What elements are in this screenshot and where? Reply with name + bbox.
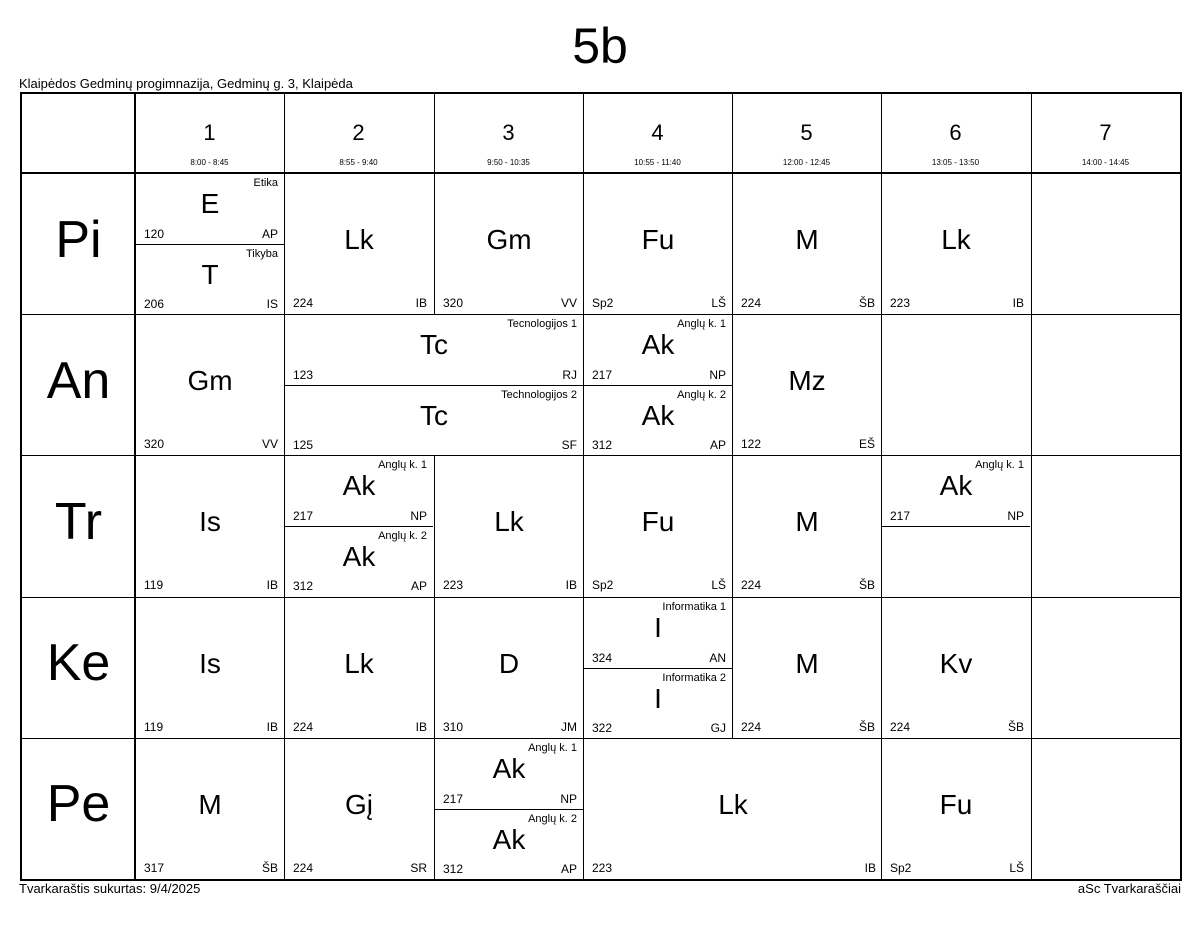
lesson-room: Sp2 (890, 861, 912, 875)
period-header (732, 94, 881, 173)
lesson-teacher: ŠB (261, 861, 278, 875)
lesson-cell[interactable] (733, 174, 881, 314)
period-number: 3 (502, 120, 515, 145)
lesson-room: 224 (293, 720, 314, 734)
lesson-cell[interactable] (435, 739, 583, 810)
lesson-room: 217 (443, 792, 464, 806)
lesson-teacher: NP (709, 368, 726, 382)
lesson-room: 223 (592, 861, 613, 875)
period-number: 4 (651, 120, 664, 145)
lesson-room: 317 (144, 861, 165, 875)
lesson-group: Technologijos 2 (501, 389, 577, 401)
lesson-teacher: ŠB (858, 720, 875, 734)
lesson-room: 310 (443, 720, 464, 734)
lesson-subject: M (795, 506, 819, 537)
lesson-cell[interactable] (584, 315, 732, 386)
lesson-group: Anglų k. 1 (378, 459, 427, 471)
lesson-subject: Is (199, 506, 221, 537)
lesson-room: 217 (890, 509, 911, 523)
lesson-teacher: IB (266, 578, 278, 592)
lesson-cell[interactable] (584, 669, 732, 739)
lesson-room: 125 (293, 438, 314, 452)
lesson-room: 224 (741, 296, 762, 310)
lesson-group: Anglų k. 1 (528, 742, 577, 754)
lesson-room: 224 (293, 296, 314, 310)
lesson-teacher: GJ (710, 721, 726, 735)
lesson-teacher: LŠ (711, 296, 726, 310)
lesson-room: 324 (592, 651, 613, 665)
lesson-room: Sp2 (592, 578, 614, 592)
lesson-teacher: VV (560, 296, 577, 310)
lesson-teacher: NP (410, 509, 427, 523)
split-line (882, 526, 1030, 527)
lesson-room: 122 (741, 437, 762, 451)
class-title: 5b (572, 18, 628, 74)
lesson-subject: Ak (342, 541, 376, 572)
lesson-room: 320 (443, 296, 464, 310)
lesson-subject: Lk (344, 224, 374, 255)
lesson-room: 123 (293, 368, 314, 382)
period-time: 10:55 - 11:40 (634, 158, 681, 167)
lesson-subject: Ak (641, 329, 675, 360)
period-number: 6 (949, 120, 962, 145)
lesson-subject: E (200, 188, 220, 219)
lesson-subject: D (498, 648, 520, 679)
lesson-cell[interactable] (285, 739, 433, 879)
lesson-cell[interactable] (584, 598, 732, 669)
lesson-room: 224 (293, 861, 314, 875)
lesson-teacher: IB (1012, 296, 1024, 310)
lesson-subject: Gm (187, 365, 233, 396)
lesson-cell[interactable] (285, 174, 433, 314)
lesson-subject: Lk (344, 648, 374, 679)
period-header (881, 94, 1030, 173)
lesson-teacher: NP (560, 792, 577, 806)
lesson-teacher: ŠB (858, 578, 875, 592)
lesson-room: 224 (741, 720, 762, 734)
day-label: Ke (46, 634, 111, 692)
lesson-cell[interactable] (435, 810, 583, 880)
period-time: 14:00 - 14:45 (1081, 158, 1130, 167)
lesson-teacher: AP (261, 227, 278, 241)
period-number: 2 (352, 120, 365, 145)
lesson-teacher: VV (261, 437, 278, 451)
lesson-cell[interactable] (435, 598, 583, 738)
lesson-room: 320 (144, 437, 165, 451)
lesson-cell[interactable] (584, 456, 732, 596)
period-number: 5 (800, 120, 813, 145)
grid-line (881, 314, 882, 455)
grid-line (1031, 597, 1032, 738)
lesson-subject: Ak (939, 470, 973, 501)
lesson-subject: Kv (939, 648, 973, 679)
lesson-cell[interactable] (136, 245, 284, 315)
lesson-subject: M (198, 789, 222, 820)
lesson-subject: Is (199, 648, 221, 679)
lesson-cell[interactable] (285, 456, 433, 527)
lesson-cell[interactable] (435, 174, 583, 314)
lesson-teacher: JM (561, 720, 577, 734)
lesson-room: 312 (443, 862, 464, 876)
lesson-teacher: NP (1007, 509, 1024, 523)
lesson-room: 223 (890, 296, 911, 310)
lesson-cell[interactable] (435, 456, 583, 596)
lesson-cell[interactable] (285, 315, 583, 386)
lesson-subject: I (654, 612, 662, 643)
lesson-subject: Gį (345, 789, 373, 820)
lesson-cell[interactable] (733, 315, 881, 455)
lesson-teacher: ŠB (1007, 720, 1024, 734)
lesson-teacher: IB (266, 720, 278, 734)
lesson-group: Anglų k. 2 (528, 813, 577, 825)
lesson-teacher: AP (560, 862, 577, 876)
lesson-subject: Ak (492, 753, 526, 784)
lesson-room: 312 (592, 438, 613, 452)
lesson-teacher: IB (565, 578, 577, 592)
lesson-cell[interactable] (285, 598, 433, 738)
period-time: 9:50 - 10:35 (487, 158, 530, 167)
lesson-room: 120 (144, 227, 165, 241)
lesson-cell[interactable] (882, 456, 1030, 527)
lesson-room: 119 (144, 578, 164, 592)
lesson-teacher: LŠ (1009, 861, 1024, 875)
grid-line (1031, 455, 1032, 597)
lesson-subject: Fu (939, 789, 973, 820)
period-number: 1 (203, 120, 216, 145)
lesson-teacher: IB (864, 861, 876, 875)
period-time: 8:00 - 8:45 (190, 158, 229, 167)
lesson-cell[interactable] (733, 456, 881, 596)
period-time: 13:05 - 13:50 (931, 158, 980, 167)
lesson-subject: T (201, 259, 219, 290)
brand-label: aSc Tvarkaraščiai (1077, 881, 1181, 896)
lesson-cell[interactable] (136, 739, 284, 879)
lesson-teacher: EŠ (858, 437, 875, 451)
lesson-cell[interactable] (584, 739, 882, 879)
lesson-cell[interactable] (285, 386, 583, 456)
lesson-room: 322 (592, 721, 613, 735)
lesson-group: Etika (253, 177, 278, 189)
lesson-subject: Fu (641, 506, 675, 537)
lesson-group: Anglų k. 2 (677, 389, 726, 401)
lesson-teacher: SR (410, 861, 427, 875)
lesson-subject: M (795, 224, 819, 255)
lesson-group: Tikyba (246, 248, 278, 260)
lesson-room: 217 (293, 509, 314, 523)
lesson-subject: M (795, 648, 819, 679)
lesson-subject: Ak (641, 400, 675, 431)
lesson-group: Anglų k. 2 (378, 530, 427, 542)
lesson-subject: I (654, 683, 662, 714)
lesson-teacher: AP (410, 579, 427, 593)
lesson-subject: Ak (492, 824, 526, 855)
lesson-subject: Lk (494, 506, 524, 537)
lesson-subject: Gm (486, 224, 532, 255)
timetable-grid (20, 92, 1182, 881)
period-number: 7 (1099, 120, 1112, 145)
lesson-group: Informatika 1 (662, 601, 726, 613)
lesson-room: Sp2 (592, 296, 614, 310)
lesson-teacher: LŠ (711, 578, 726, 592)
lesson-teacher: RJ (562, 368, 577, 382)
lesson-group: Anglų k. 1 (975, 459, 1024, 471)
lesson-cell[interactable] (136, 315, 284, 455)
lesson-subject: Mz (788, 365, 826, 396)
grid-line (1031, 173, 1032, 314)
lesson-room: 223 (443, 578, 464, 592)
lesson-cell[interactable] (882, 598, 1030, 738)
lesson-teacher: IB (415, 296, 427, 310)
lesson-teacher: AN (709, 651, 726, 665)
day-label: Tr (54, 493, 103, 551)
period-header (434, 94, 583, 173)
lesson-subject: Tc (420, 329, 448, 360)
lesson-subject: Ak (342, 470, 376, 501)
lesson-room: 312 (293, 579, 314, 593)
period-header (284, 94, 433, 173)
lesson-teacher: SF (561, 438, 577, 452)
lesson-cell[interactable] (882, 174, 1030, 314)
period-time: 12:00 - 12:45 (782, 158, 831, 167)
lesson-room: 224 (741, 578, 762, 592)
day-label: An (46, 352, 111, 410)
school-name: Klaipėdos Gedminų progimnazija, Gedminų g. 3, Klaipėda (19, 76, 353, 91)
lesson-subject: Lk (941, 224, 971, 255)
lesson-subject: Tc (420, 400, 448, 431)
day-label: Pe (46, 775, 111, 833)
lesson-cell[interactable] (136, 456, 284, 596)
created-date: Tvarkaraštis sukurtas: 9/4/2025 (19, 881, 201, 896)
period-time: 8:55 - 9:40 (339, 158, 378, 167)
lesson-group: Tecnologijos 1 (507, 318, 577, 330)
lesson-subject: Fu (641, 224, 675, 255)
lesson-room: 224 (890, 720, 911, 734)
lesson-cell[interactable] (136, 174, 284, 245)
period-header (583, 94, 732, 173)
period-header (135, 94, 284, 173)
period-header (1031, 94, 1180, 173)
lesson-room: 119 (144, 720, 164, 734)
lesson-teacher: IS (266, 297, 278, 311)
lesson-teacher: IB (415, 720, 427, 734)
grid-line (1031, 314, 1032, 455)
lesson-cell[interactable] (136, 598, 284, 738)
lesson-cell[interactable] (733, 598, 881, 738)
lesson-subject: Lk (718, 789, 748, 820)
lesson-cell[interactable] (285, 527, 433, 597)
lesson-group: Anglų k. 1 (677, 318, 726, 330)
lesson-teacher: AP (709, 438, 726, 452)
lesson-teacher: ŠB (858, 296, 875, 310)
lesson-cell[interactable] (584, 386, 732, 456)
lesson-cell[interactable] (584, 174, 732, 314)
lesson-room: 206 (144, 297, 165, 311)
day-label: Pi (55, 211, 102, 269)
lesson-room: 217 (592, 368, 613, 382)
lesson-group: Informatika 2 (662, 672, 726, 684)
lesson-cell[interactable] (882, 739, 1030, 879)
grid-line (1031, 738, 1032, 879)
